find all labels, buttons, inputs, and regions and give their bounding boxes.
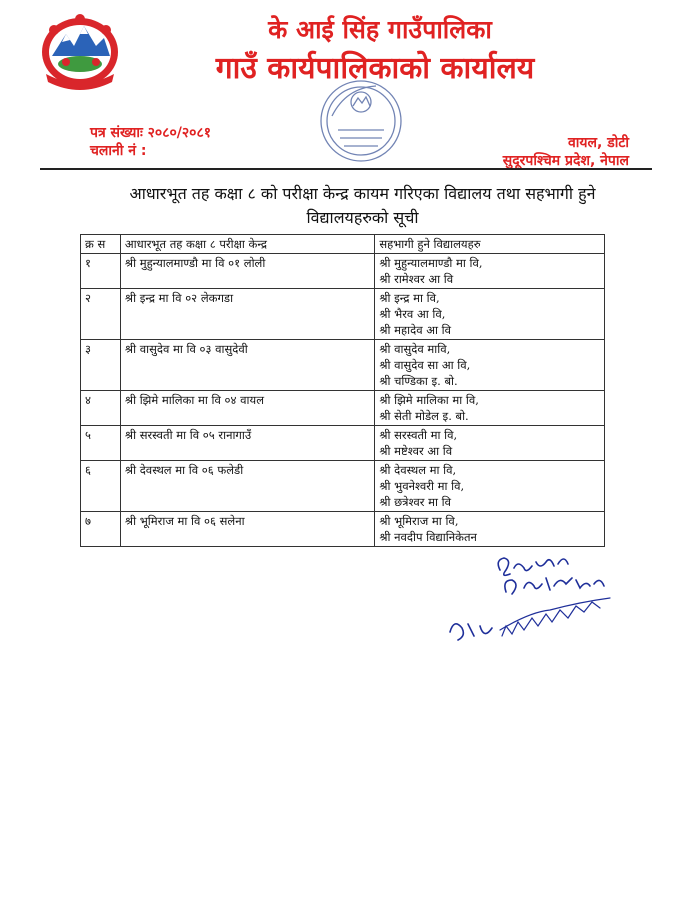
participant-school: श्री चण्डिका इ. बो. bbox=[379, 374, 458, 388]
participant-school: श्री मुहुन्यालमाण्डौ मा वि, bbox=[379, 256, 483, 270]
participant-school: श्री देवस्थल मा वि, bbox=[379, 463, 457, 477]
participant-school: श्री झिमे मालिका मा वि, bbox=[379, 393, 479, 407]
row-serial-number: ४ bbox=[81, 391, 121, 426]
row-exam-center: श्री भूमिराज मा वि ०६ सलेना bbox=[120, 512, 374, 547]
row-exam-center: श्री मुहुन्यालमाण्डौ मा वि ०१ लोली bbox=[120, 254, 374, 289]
participant-school: श्री सरस्वती मा वि, bbox=[379, 428, 458, 442]
header-divider bbox=[40, 168, 652, 170]
row-serial-number: १ bbox=[81, 254, 121, 289]
participant-school: श्री छत्रेश्वर मा वि bbox=[379, 495, 452, 509]
row-participants bbox=[375, 340, 605, 391]
row-exam-center: श्री इन्द्र मा वि ०२ लेकगडा bbox=[120, 289, 374, 340]
participant-school: श्री वासुदेव मावि, bbox=[379, 342, 451, 356]
dispatch-number: चलानी नं : bbox=[90, 143, 147, 159]
nepal-emblem-icon bbox=[38, 12, 122, 90]
participant-school: श्री भैरव आ वि, bbox=[379, 307, 446, 321]
row-exam-center: श्री देवस्थल मा वि ०६ फलेडी bbox=[120, 461, 374, 512]
handwritten-signature-icon bbox=[440, 540, 630, 670]
row-exam-center: श्री झिमे मालिका मा वि ०४ वायल bbox=[120, 391, 374, 426]
address-block bbox=[503, 134, 629, 170]
row-serial-number: ७ bbox=[81, 512, 121, 547]
table-row bbox=[81, 289, 605, 340]
row-serial-number: ६ bbox=[81, 461, 121, 512]
table-row bbox=[81, 461, 605, 512]
col-header-sn: क्र स bbox=[81, 235, 121, 254]
table-row bbox=[81, 340, 605, 391]
row-serial-number: ५ bbox=[81, 426, 121, 461]
row-participants bbox=[375, 461, 605, 512]
table-row bbox=[81, 426, 605, 461]
table-row bbox=[81, 254, 605, 289]
participant-school: श्री भूमिराज मा वि, bbox=[379, 514, 459, 528]
participant-school: श्री महादेव आ वि bbox=[379, 323, 452, 337]
row-participants bbox=[375, 289, 605, 340]
row-participants bbox=[375, 426, 605, 461]
participant-school: श्री इन्द्र मा वि, bbox=[379, 291, 440, 305]
participant-school: श्री मष्टेश्वर आ वि bbox=[379, 444, 453, 458]
document-heading: आधारभूत तह कक्षा ८ को परीक्षा केन्द्र कायम गरिएका विद्यालय तथा सहभागी हुने विद्यालयहरुको सूची bbox=[129, 184, 596, 227]
reference-block bbox=[90, 124, 211, 160]
table-body bbox=[81, 254, 605, 547]
participant-school: श्री नवदीप विद्यानिकेतन bbox=[379, 530, 477, 544]
exam-center-table bbox=[80, 234, 605, 547]
participant-school: श्री सेती मोडेल इ. बो. bbox=[379, 409, 469, 423]
office-stamp-icon bbox=[316, 76, 406, 166]
row-serial-number: २ bbox=[81, 289, 121, 340]
col-header-center: आधारभूत तह कक्षा ८ परीक्षा केन्द्र bbox=[120, 235, 374, 254]
participant-school: श्री रामेश्वर आ वि bbox=[379, 272, 454, 286]
participant-school: श्री वासुदेव सा आ वि, bbox=[379, 358, 471, 372]
office-title-line2: गाउँ कार्यपालिकाको कार्यालय bbox=[215, 51, 535, 86]
table-row bbox=[81, 391, 605, 426]
row-serial-number: ३ bbox=[81, 340, 121, 391]
office-title-line1: के आई सिंह गाउँपालिका bbox=[268, 15, 492, 44]
row-participants bbox=[375, 254, 605, 289]
participant-school: श्री भुवनेश्वरी मा वि, bbox=[379, 479, 465, 493]
row-participants bbox=[375, 391, 605, 426]
address-line2: सुदूरपश्चिम प्रदेश, नेपाल bbox=[502, 153, 629, 169]
ref-number: पत्र संख्याः २०८०/२०८१ bbox=[90, 125, 212, 141]
row-exam-center: श्री सरस्वती मा वि ०५ रानागाउँ bbox=[120, 426, 374, 461]
address-line1: वायल, डोटी bbox=[567, 135, 629, 151]
row-exam-center: श्री वासुदेव मा वि ०३ वासुदेवी bbox=[120, 340, 374, 391]
col-header-participants: सहभागी हुने विद्यालयहरु bbox=[375, 235, 605, 254]
table-header-row bbox=[81, 235, 605, 254]
